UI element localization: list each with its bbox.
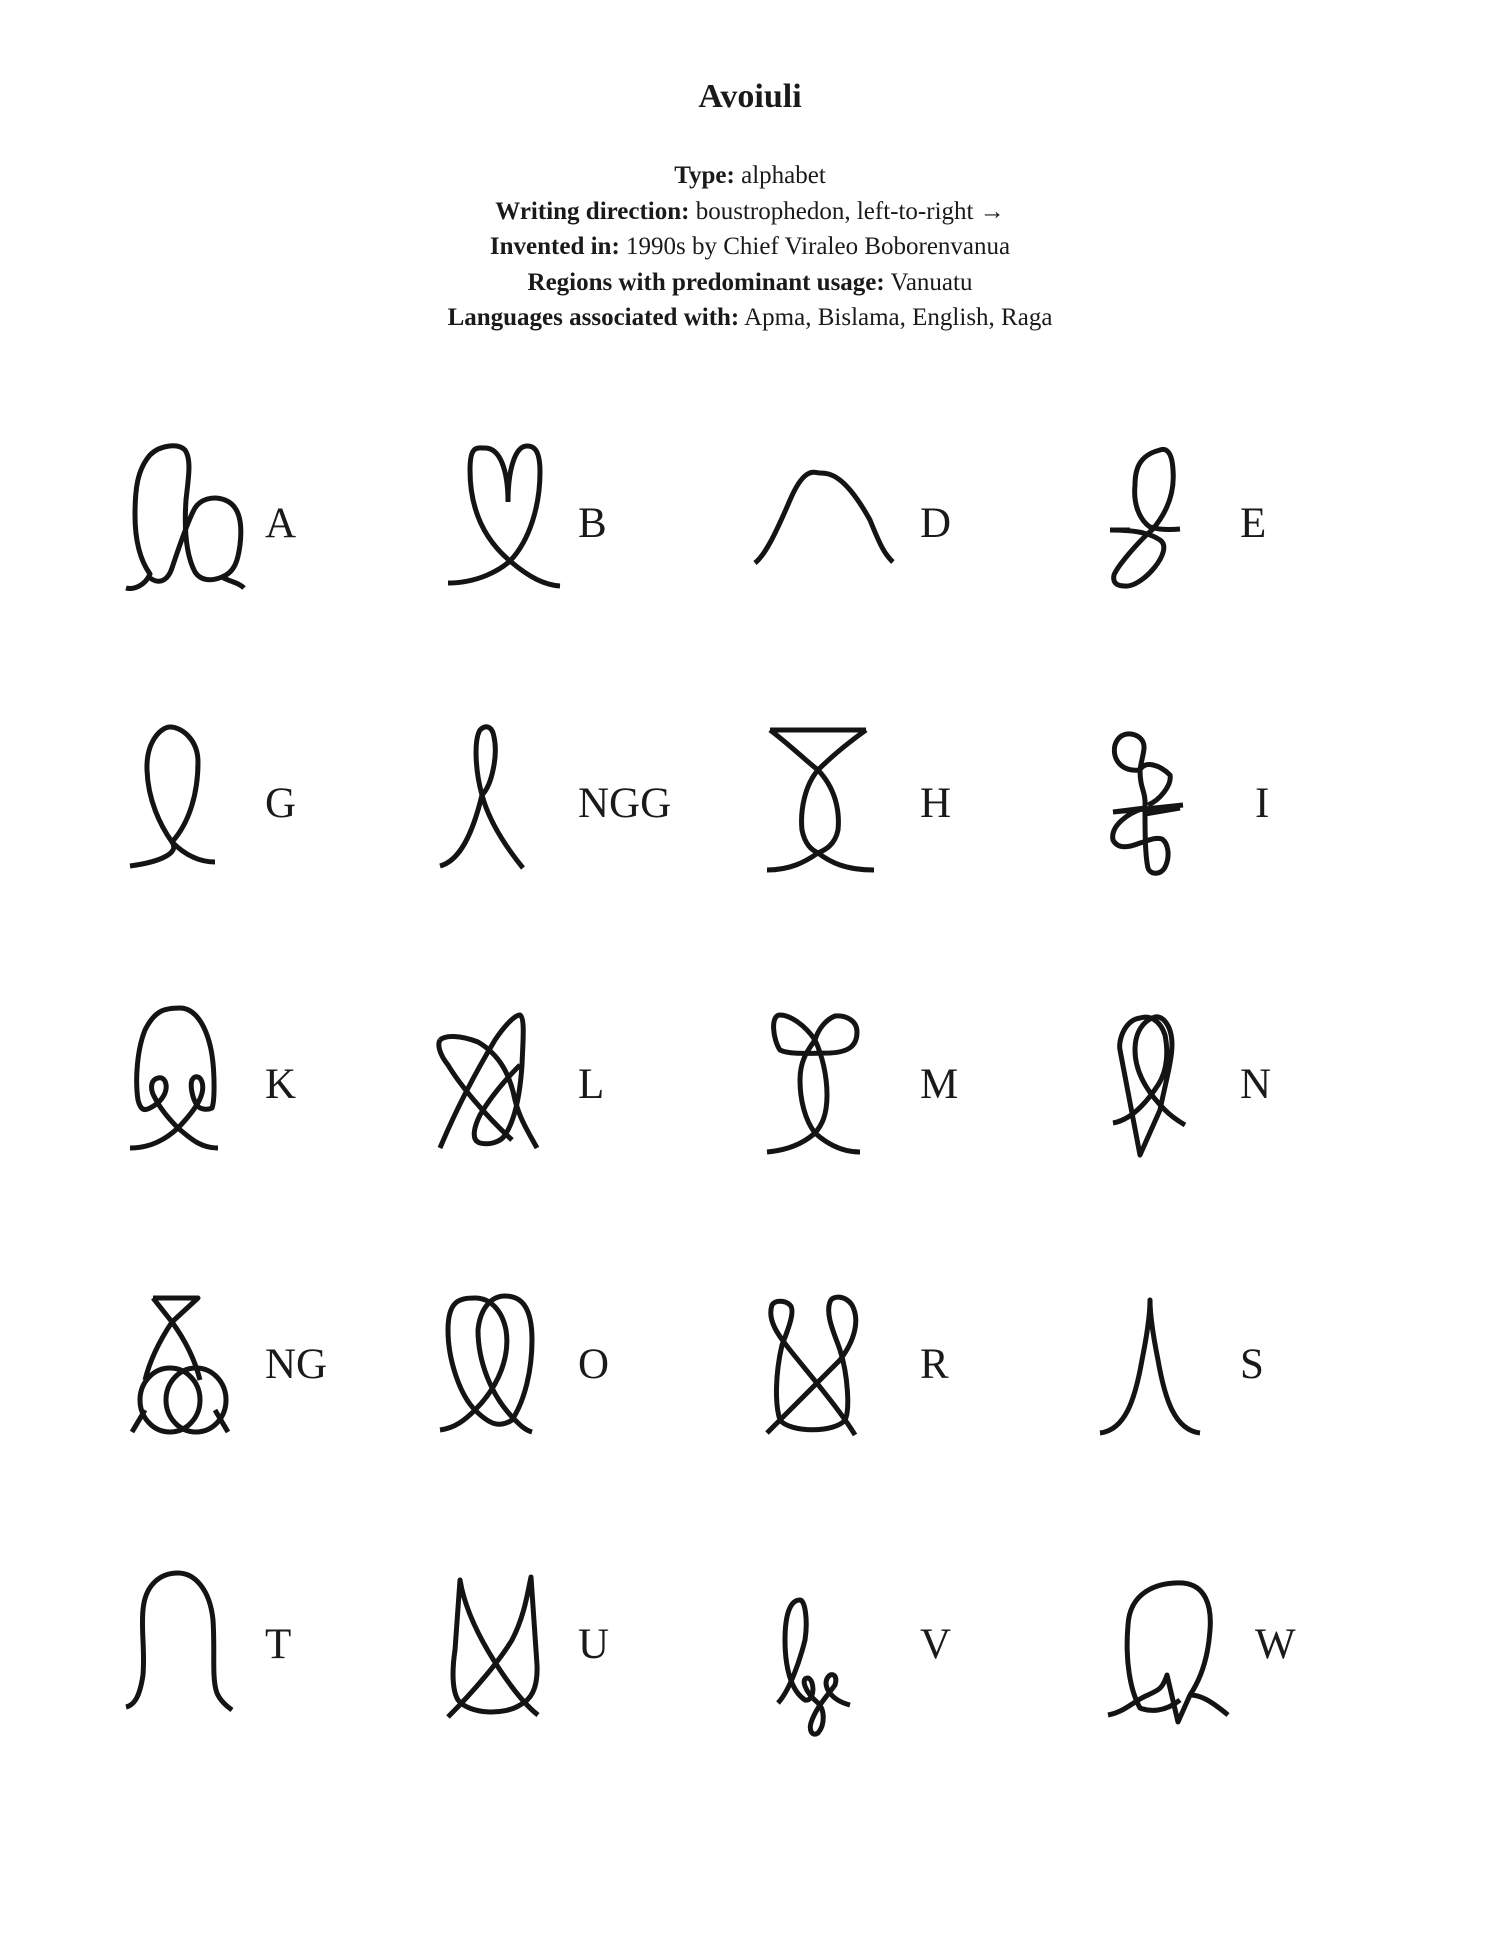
glyph-label-n: N: [1240, 1061, 1272, 1108]
metadata-value: boustrophedon, left-to-right →: [695, 197, 1005, 225]
glyph-label-m: M: [920, 1061, 959, 1108]
glyph-label-r: R: [920, 1341, 949, 1388]
glyph-label-t: T: [265, 1621, 292, 1668]
glyph-label-b: B: [578, 500, 607, 547]
metadata-value: alphabet: [741, 162, 826, 189]
page-title: Avoiuli: [698, 78, 802, 115]
glyph-label-u: U: [578, 1621, 610, 1668]
glyph-label-o: O: [578, 1341, 610, 1388]
metadata-value: Apma, Bislama, English, Raga: [744, 304, 1053, 331]
metadata-label: Languages associated with:: [447, 304, 740, 331]
glyph-label-ngg: NGG: [578, 780, 672, 827]
metadata-label: Regions with predominant usage:: [527, 268, 885, 296]
glyph-label-h: H: [920, 780, 952, 827]
metadata-label: Type:: [674, 162, 735, 189]
glyph-label-v: V: [920, 1621, 952, 1668]
glyph-label-k: K: [265, 1061, 297, 1108]
glyph-label-a: A: [265, 500, 297, 547]
glyph-label-i: I: [1255, 780, 1270, 827]
metadata-label: Writing direction:: [495, 197, 690, 225]
metadata-value: 1990s by Chief Viraleo Boborenvanua: [626, 233, 1011, 260]
glyph-label-g: G: [265, 780, 297, 827]
metadata-label: Invented in:: [489, 233, 620, 260]
glyph-label-d: D: [920, 500, 952, 547]
glyph-label-l: L: [578, 1061, 605, 1108]
glyph-label-e: E: [1240, 500, 1267, 547]
glyph-label-w: W: [1255, 1621, 1296, 1668]
metadata-value: Vanuatu: [890, 268, 973, 296]
glyph-label-ng: NG: [265, 1341, 328, 1388]
glyph-label-s: S: [1240, 1341, 1264, 1388]
